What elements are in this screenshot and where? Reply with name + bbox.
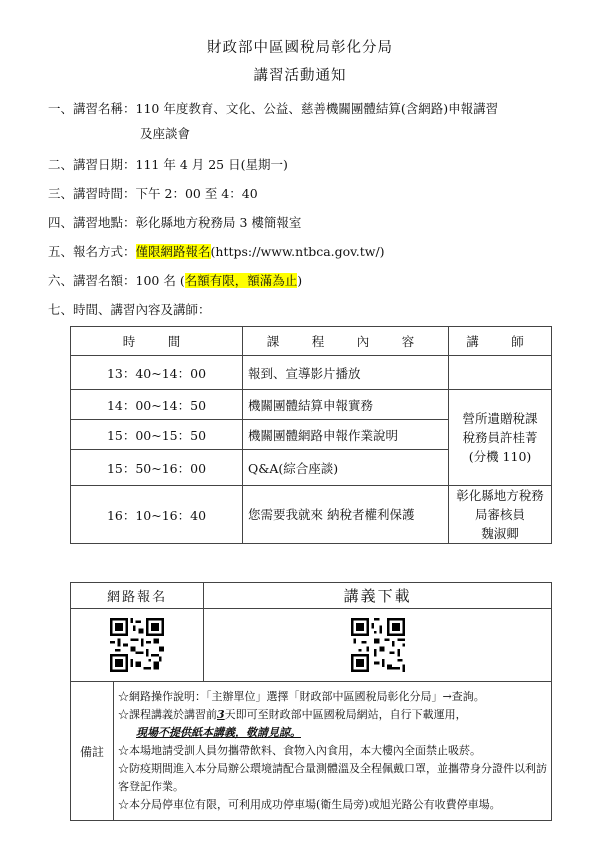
registration-header-row [71,583,552,609]
header-time: 時 間 [71,327,243,356]
qr-row [71,609,552,682]
instructor-1: 營所遺贈稅課 稅務員許桂菁 (分機 110) [449,390,552,486]
schedule-table [70,326,552,544]
remarks-row [71,682,552,821]
item-capacity: 六、講習名額：100 名 (名額有限，額滿為止) [48,273,303,288]
table-row: 15：00~15：50 機關團體網路申報作業說明 [71,420,552,450]
registration-qr-code[interactable] [110,618,164,672]
online-registration-label: 網路報名 [71,583,204,609]
item-registration-method: 五、報名方式：僅限網路報名(https://www.ntbca.gov.tw/) [48,244,385,259]
header-instructor: 講 師 [449,327,552,356]
handout-download-label: 講義下載 [204,583,552,609]
registration-url[interactable]: (https://www.ntbca.gov.tw/) [210,244,385,259]
header-course: 課 程 內 容 [243,327,449,356]
item-course-name: 一、講習名稱：110 年度教育、文化、公益、慈善機關團體結算(含網路)申報講習 [48,101,499,116]
item-location: 四、講習地點：彰化縣地方稅務局 3 樓簡報室 [48,215,302,230]
item-schedule-heading: 七、時間、講習內容及講師： [48,302,211,317]
capacity-highlight: 名額有限，額滿為止 [184,273,298,288]
table-row: 16：10~16：40 您需要我就來 納稅者權利保護 彰化縣地方稅務 局審核員 魏淑卿 [71,486,552,544]
schedule-header-row [71,327,552,356]
item-date: 二、講習日期：111 年 4 月 25 日(星期一) [48,157,288,172]
notice-title: 講習活動通知 [253,68,347,84]
online-only-highlight: 僅限網路報名 [135,244,211,259]
table-row: 15：50~16：00 Q&A(綜合座談) [71,450,552,486]
org-title: 財政部中區國稅局彰化分局 [207,40,393,56]
instructor-2: 彰化縣地方稅務 局審核員 魏淑卿 [449,486,552,544]
handout-download-qr-code[interactable] [351,618,405,672]
item-time: 三、講習時間：下午 2：00 至 4：40 [48,186,258,201]
registration-table [70,582,552,821]
remarks-notes: ☆網路操作說明：「主辦單位」選擇「財政部中區國稅局彰化分局」→查詢。 ☆課程講義於講習前3天即可至財政部中區國稅局網站，自行下載運用， 現場不提供紙本講義，敬請見諒。 ☆本場地請受訓人員勿攜帶飲料、食物入內食用，本大樓內全面禁止吸菸。 ☆防疫期間進入本分局辦公環境請配合量測體溫及全程佩戴口罩，並攜帶身分證件以利訪客登記作業。 ☆本分局停車位有限，可利用成功停車場(衛生局旁)或旭光路公有收費停車場。 [114,682,552,821]
table-row: 14：00~14：50 機關團體結算申報實務 營所遺贈稅課 稅務員許桂菁 (分機 110) [71,390,552,420]
item-course-name-cont: 及座談會 [140,126,191,141]
table-row: 13：40~14：00 報到、宣導影片播放 [71,356,552,390]
remarks-label: 備註 [71,682,114,821]
